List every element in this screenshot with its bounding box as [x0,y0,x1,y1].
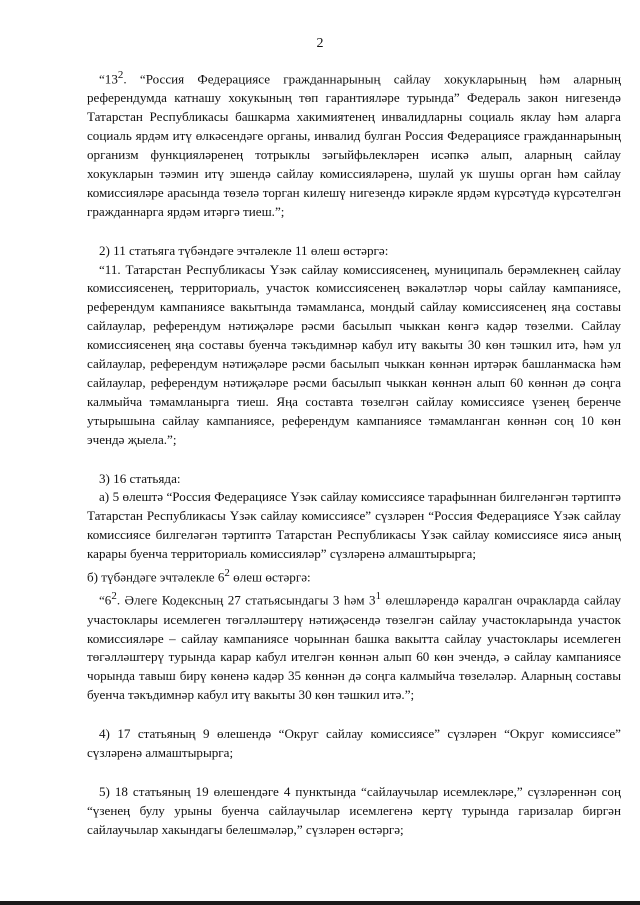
paragraph-13-2: “$13^2$. “Россия Федерациясе гражданнарының сайлау хокукларының һәм аларның референдумда катнашу хокукының төп гарантияләре турында” Федераль закон нигезендә Татарстан Республикасы башкарма хакимиятенең инвалидларны социаль яклау һәм аларга социаль ярдәм итү өлкәсендәге органы, инвалид булган Россия Федерациясе гражданнарының организм функцияләренең тотрыклы зәгыйфьлекләрен исәпкә алып, аларның сайлау хокукларын тәэмин итү эшендә сайлау комиссияләренә, шулай ук шушы орган һәм сайлау комиссияләре арасында төзелә торган килешү нигезендә кирәкле ярдәм күрсәтүдә күрсәтелгән гражданнарга ярдәм итәргә тиеш.”; [87,69,621,219]
item-4: 4) 17 статьяның 9 өлешендә “Округ сайлау комиссиясе” сүзләрен “Округ комиссиясе” сүзләренә алмаштырырга; [87,726,621,761]
item-3-b: б) түбәндәге эчтәлекле $6^2$ өлеш өстәргә: [87,567,311,585]
item-3-intro: 3) 16 статьяда: [99,470,181,486]
page-number: 2 [316,36,324,51]
item-2-body: “11. Татарстан Республикасы Үзәк сайлау комиссиясенең, муниципаль берәмлекнең сайлау комиссиясенең, территориаль, участок комиссиясенең вәкаләтләр чоры сайлау кампаниясе, референдум кампаниясе вакытында тәмамланса, мондый сайлау комиссиясенең яңа составы сайлаулар, референдум нәтиҗәләре рәсми басылып чыккан көнгә кадәр төзелми. Сайлау комиссиясенең яңа составы буенча тәкъдимнәр кабул итү вакыты 30 көн тәшкил итә, һәм ул сайлаулар, референдум нәтиҗәләре рәсми басылып чыккан көннән иртәрәк башланмаска һәм сайлаулар, референдум нәтиҗәләре рәсми басылып чыккан көннән алып 60 көннән дә соңга калмыйча тәмамланырга тиеш. Яңа составта төзелгән сайлау комиссиясе үзенең беренче утырышына сайлау кампаниясе, референдум кампаниясе тәмамланган көннән соң 10 көн эчендә җыела.”; [87,261,621,447]
item-2-intro: 2) 11 статьяга түбәндәге эчтәлекле 11 өлеш өстәргә: [99,242,389,258]
item-3-quote: “$6^2$. Әлеге Кодексның 27 статьясындагы 3 һәм $3^1$ өлешләрендә каралган очракларда сайлау участоклары исемлеген төгәлләштерү нәтиҗәсендә төзелгән сайлау участокларында участок комиссияләре – сайлау кампаниясе чорыннан башка вакытта сайлау участоклары исемлеген төгәлләштерү турында карар кабул ителгән көннән алып 60 көн эчендә, ә сайлау кампаниясе чорында тавыш бирү көненә кадәр 35 көннән дә соңга калмыйча төзеләләр. Аларның составы буенча тәкъдимнәр кабул итү вакыты 30 көн тәшкил итә.”; [87,590,621,703]
page-bottom-edge [0,901,640,905]
item-5: 5) 18 статьяның 19 өлешендәге 4 пунктында “сайлаучылар исемлекләре,” сүзләреннән соң “үзенең булу урыны буенча сайлаучылар исемлегенә кертү турында гаризалар биргән сайлаучылар хакындагы белешмәләр,” сүзләрен өстәргә; [87,783,621,837]
item-3-a: а) 5 өлештә “Россия Федерациясе Үзәк сайлау комиссиясе тарафыннан билгеләнгән тәртиптә Татарстан Республикасы Үзәк сайлау комиссиясе” сүзләрен “Россия Федерациясе Үзәк сайлау комиссиясе билгеләгән тәртиптә Татарстан Республикасы Үзәк сайлау комиссиясе яисә аның карары буенча территориаль комиссияләр” сүзләренә алмаштырырга; [87,489,621,562]
document-body [87,66,621,840]
